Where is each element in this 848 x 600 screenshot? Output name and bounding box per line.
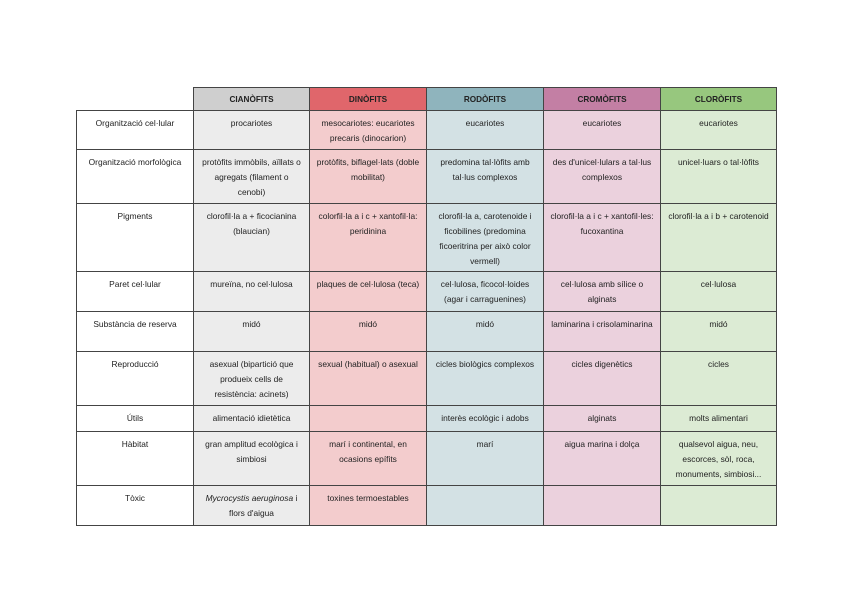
table-cell: des d'unicel·lulars a tal·lus complexos (544, 150, 661, 204)
table-cell: alginats (544, 406, 661, 432)
row-label: Pigments (77, 204, 194, 272)
table-row (77, 352, 777, 406)
table-cell: cicles biològics complexos (427, 352, 544, 406)
table-cell: mureïna, no cel·lulosa (194, 272, 310, 312)
row-label: Hàbitat (77, 432, 194, 486)
table-cell: cicles digenètics (544, 352, 661, 406)
table-row (77, 432, 777, 486)
table-row (77, 111, 777, 150)
table-cell: clorofil·la a i b + carotenoid (661, 204, 777, 272)
table-cell: eucariotes (661, 111, 777, 150)
header-row (77, 88, 777, 111)
table-cell: eucariotes (427, 111, 544, 150)
table-cell: protòfits, biflagel·lats (doble mobilitat) (310, 150, 427, 204)
table-cell: colorfil·la a i c + xantofil·la: peridinina (310, 204, 427, 272)
row-label: Substància de reserva (77, 312, 194, 352)
table-cell: predomina tal·lòfits amb tal·lus complexos (427, 150, 544, 204)
table-row (77, 312, 777, 352)
header-cromofits: CROMÒFITS (544, 88, 661, 111)
table-cell: plaques de cel·lulosa (teca) (310, 272, 427, 312)
table-cell: molts alimentari (661, 406, 777, 432)
table-row (77, 272, 777, 312)
row-label: Útils (77, 406, 194, 432)
table-row (77, 406, 777, 432)
table-cell: cel·lulosa, ficocol·loides (agar i carraguenines) (427, 272, 544, 312)
row-label: Organització morfològica (77, 150, 194, 204)
header-clorofits: CLORÒFITS (661, 88, 777, 111)
table-cell: cel·lulosa (661, 272, 777, 312)
table-cell: procariotes (194, 111, 310, 150)
header-rodofits: RODÒFITS (427, 88, 544, 111)
row-label: Organització cel·lular (77, 111, 194, 150)
table-cell: midó (427, 312, 544, 352)
table-cell: gran amplitud ecològica i simbiosi (194, 432, 310, 486)
header-cianofits: CIANÒFITS (194, 88, 310, 111)
table-cell: midó (310, 312, 427, 352)
table-cell (661, 486, 777, 526)
table-cell: eucariotes (544, 111, 661, 150)
corner-cell (77, 88, 194, 111)
table-row (77, 486, 777, 526)
table-row (77, 204, 777, 272)
table-cell: qualsevol aigua, neu, escorces, sòl, roca, monuments, simbiosi... (661, 432, 777, 486)
table-cell: protòfits immòbils, aïllats o agregats (filament o cenobi) (194, 150, 310, 204)
table-cell: clorofil·la a, carotenoide i ficobilines (predomina ficoeritrina per això color vermell) (427, 204, 544, 272)
table-cell: cicles (661, 352, 777, 406)
table-cell (427, 486, 544, 526)
species-name: Mycrocystis aeruginosa (205, 493, 294, 503)
table-cell: clorofil·la a + ficocianina (blaucian) (194, 204, 310, 272)
table-cell: marí i continental, en ocasions epífits (310, 432, 427, 486)
row-label: Tòxic (77, 486, 194, 526)
table-cell: asexual (bipartició que produeix cells de resistència: acinets) (194, 352, 310, 406)
table-cell (194, 486, 310, 526)
header-dinofits: DINÒFITS (310, 88, 427, 111)
table-cell: unicel·luars o tal·lòfits (661, 150, 777, 204)
table-cell (310, 406, 427, 432)
table-cell: mesocariotes: eucariotes precaris (dinocarion) (310, 111, 427, 150)
algae-comparison-table (76, 87, 777, 526)
row-label: Paret cel·lular (77, 272, 194, 312)
table-cell: toxines termoestables (310, 486, 427, 526)
table-cell: cel·lulosa amb sílice o alginats (544, 272, 661, 312)
toxic-text-rest: i flors d'aigua (229, 493, 298, 518)
table-cell: sexual (habitual) o asexual (310, 352, 427, 406)
table-cell: interès ecològic i adobs (427, 406, 544, 432)
table-row (77, 150, 777, 204)
table-cell: alimentació idietètica (194, 406, 310, 432)
table-cell: midó (661, 312, 777, 352)
table-cell (544, 486, 661, 526)
table-cell: clorofil·la a i c + xantofil·les: fucoxantina (544, 204, 661, 272)
table-cell: marí (427, 432, 544, 486)
row-label: Reproducció (77, 352, 194, 406)
table-cell: midó (194, 312, 310, 352)
table-cell: aigua marina i dolça (544, 432, 661, 486)
table-cell: laminarina i crisolaminarina (544, 312, 661, 352)
